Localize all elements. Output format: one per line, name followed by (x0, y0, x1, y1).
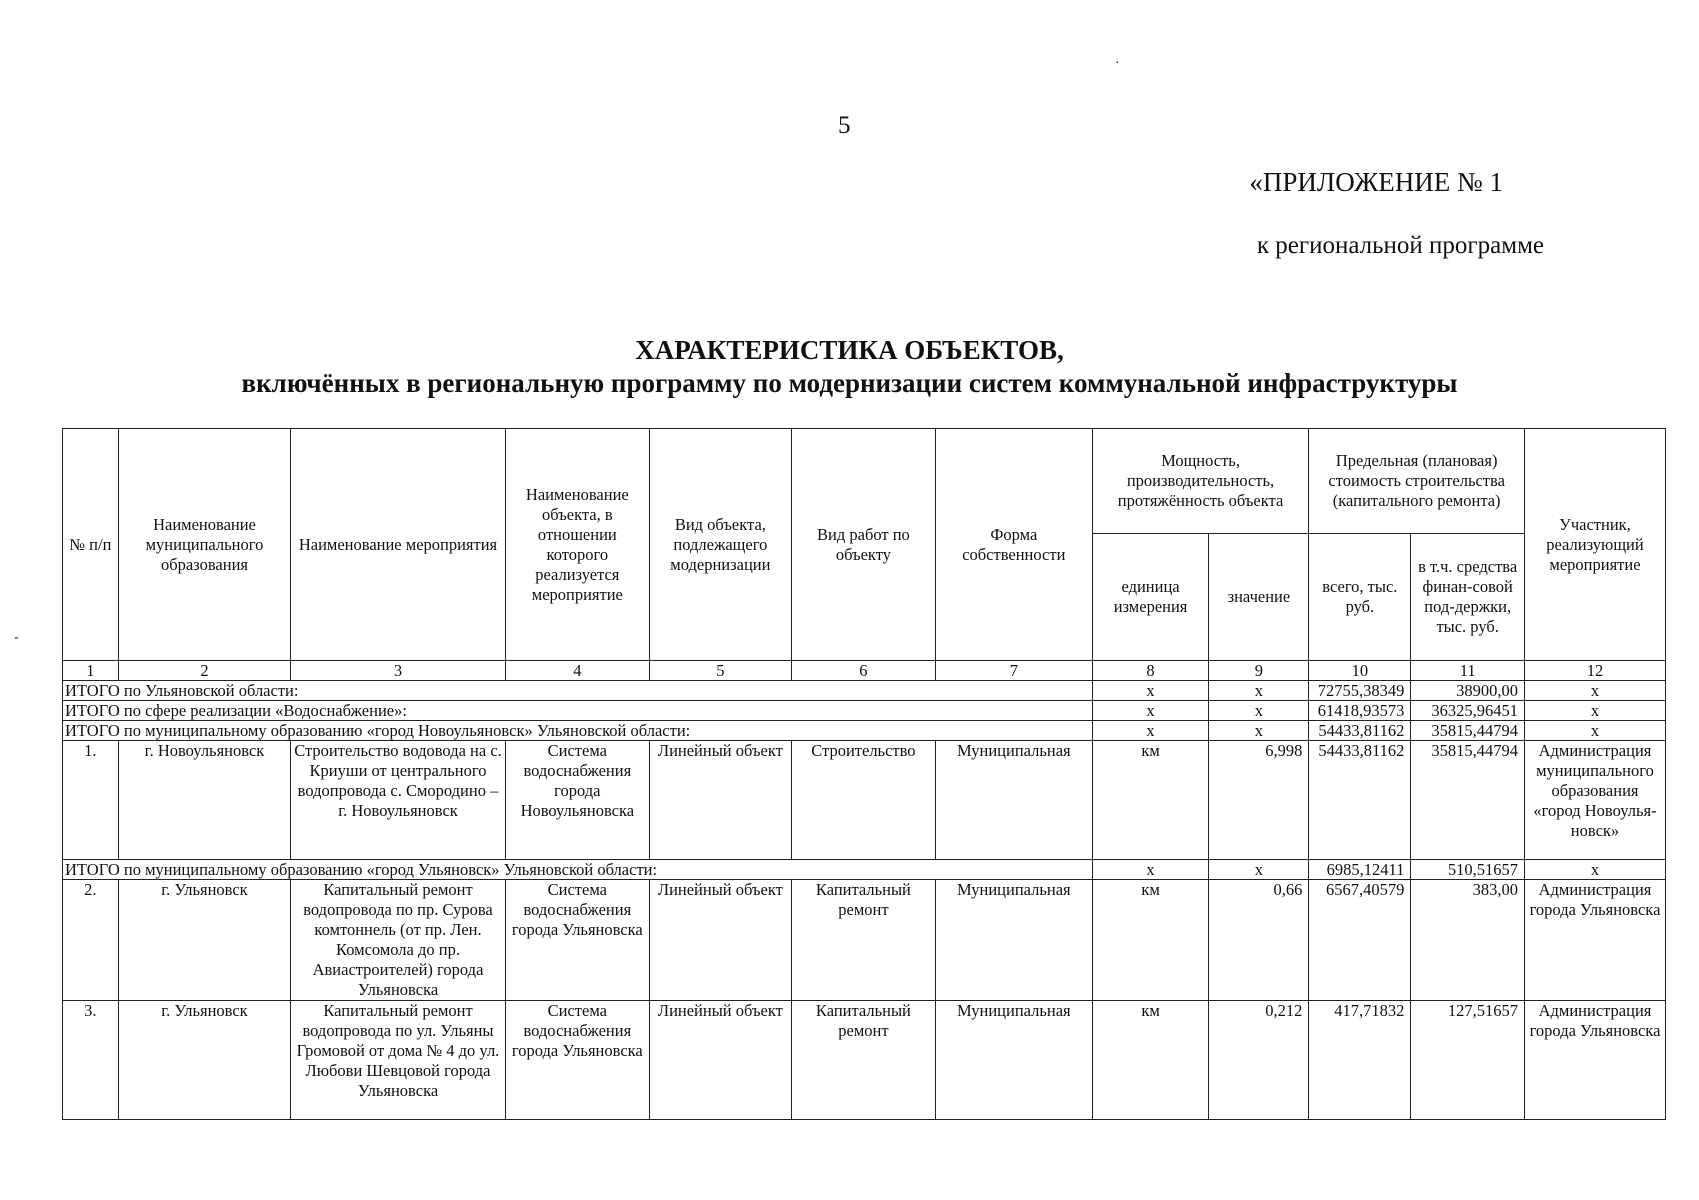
row-participant: Администрация муниципального образования «город Новоулья-новск» (1524, 741, 1665, 860)
total-row-novoulyanovsk (63, 721, 1666, 741)
document-title-line2: включённых в региональную программу по модернизации систем коммунальной инфраструктуры (241, 368, 1458, 398)
total-row-ulyanovsk (63, 860, 1666, 880)
total-unit: х (1092, 860, 1209, 880)
header-capacity-group: Мощность, производительность, протяжённость объекта (1092, 429, 1309, 534)
header-municipality: Наименование муниципального образования (118, 429, 290, 661)
row-total-cost: 6567,40579 (1309, 880, 1411, 1001)
row-object-type: Линейный объект (649, 1001, 791, 1120)
row-value: 0,66 (1209, 880, 1309, 1001)
document-title-line1: ХАРАКТЕРИСТИКА ОБЪЕКТОВ, (635, 335, 1064, 365)
row-support-cost: 127,51657 (1411, 1001, 1525, 1120)
row-municipality: г. Ульяновск (118, 1001, 290, 1120)
total-cost: 54433,81162 (1309, 721, 1411, 741)
total-label: ИТОГО по муниципальному образованию «город Ульяновск» Ульяновской области: (63, 860, 1093, 880)
row-object: Система водоснабжения города Ульяновска (505, 880, 649, 1001)
table-row (63, 741, 1666, 860)
total-row-water-supply (63, 701, 1666, 721)
header-measure: Наименование мероприятия (291, 429, 506, 661)
total-label: ИТОГО по Ульяновской области: (63, 681, 1093, 701)
row-ownership: Муниципальная (935, 880, 1092, 1001)
row-total-cost: 417,71832 (1309, 1001, 1411, 1120)
header-support-cost: в т.ч. средства финан-совой под-держки, тыс. руб. (1411, 534, 1525, 661)
row-ownership: Муниципальная (935, 741, 1092, 860)
row-work-type: Капитальный ремонт (791, 880, 935, 1001)
header-participant: Участник, реализующий мероприятие (1524, 429, 1665, 661)
document-title (0, 334, 1699, 400)
header-num: № п/п (63, 429, 119, 661)
table-row (63, 880, 1666, 1001)
row-unit: км (1092, 1001, 1209, 1120)
row-total-cost: 54433,81162 (1309, 741, 1411, 860)
row-unit: км (1092, 741, 1209, 860)
column-number: 3 (291, 661, 506, 681)
total-value: х (1209, 721, 1309, 741)
column-number-row (63, 661, 1666, 681)
row-object-type: Линейный объект (649, 741, 791, 860)
row-object-type: Линейный объект (649, 880, 791, 1001)
column-number: 5 (649, 661, 791, 681)
total-support: 36325,96451 (1411, 701, 1525, 721)
column-number: 6 (791, 661, 935, 681)
row-measure: Строительство водовода на с. Криуши от центрального водопровода с. Смородино – г. Новоульяновск (291, 741, 506, 860)
column-number: 1 (63, 661, 119, 681)
objects-table (62, 428, 1666, 1120)
row-num: 3. (63, 1001, 119, 1120)
row-participant: Администрация города Ульяновска (1524, 1001, 1665, 1120)
total-cost: 72755,38349 (1309, 681, 1411, 701)
column-number: 4 (505, 661, 649, 681)
total-value: х (1209, 860, 1309, 880)
header-total-cost: всего, тыс. руб. (1309, 534, 1411, 661)
total-label: ИТОГО по сфере реализации «Водоснабжение»: (63, 701, 1093, 721)
total-cost: 61418,93573 (1309, 701, 1411, 721)
total-participant: х (1524, 701, 1665, 721)
row-municipality: г. Ульяновск (118, 880, 290, 1001)
row-participant: Администрация города Ульяновска (1524, 880, 1665, 1001)
total-support: 38900,00 (1411, 681, 1525, 701)
row-value: 6,998 (1209, 741, 1309, 860)
header-value: значение (1209, 534, 1309, 661)
table-row (63, 1001, 1666, 1120)
row-ownership: Муниципальная (935, 1001, 1092, 1120)
row-measure: Капитальный ремонт водопровода по пр. Сурова комтоннель (от пр. Лен. Комсомола до пр. Авиастроителей) города Ульяновска (291, 880, 506, 1001)
total-support: 510,51657 (1411, 860, 1525, 880)
header-ownership: Форма собственности (935, 429, 1092, 661)
header-work-type: Вид работ по объекту (791, 429, 935, 661)
total-participant: х (1524, 681, 1665, 701)
scan-artifact-mark: - (14, 630, 19, 645)
row-support-cost: 35815,44794 (1411, 741, 1525, 860)
appendix-subtitle: к региональной программе (1256, 232, 1544, 259)
total-value: х (1209, 681, 1309, 701)
row-num: 2. (63, 880, 119, 1001)
row-object: Система водоснабжения города Ульяновска (505, 1001, 649, 1120)
column-number: 10 (1309, 661, 1411, 681)
total-unit: х (1092, 681, 1209, 701)
column-number: 12 (1524, 661, 1665, 681)
column-number: 2 (118, 661, 290, 681)
row-num: 1. (63, 741, 119, 860)
total-unit: х (1092, 701, 1209, 721)
appendix-title: «ПРИЛОЖЕНИЕ № 1 (1249, 167, 1503, 197)
total-cost: 6985,12411 (1309, 860, 1411, 880)
header-object-type: Вид объекта, подлежащего модернизации (649, 429, 791, 661)
column-number: 7 (935, 661, 1092, 681)
total-participant: х (1524, 721, 1665, 741)
row-object: Система водоснабжения города Новоульяновска (505, 741, 649, 860)
total-support: 35815,44794 (1411, 721, 1525, 741)
total-value: х (1209, 701, 1309, 721)
header-object: Наименование объекта, в отношении которого реализуется мероприятие (505, 429, 649, 661)
row-unit: км (1092, 880, 1209, 1001)
column-number: 11 (1411, 661, 1525, 681)
row-support-cost: 383,00 (1411, 880, 1525, 1001)
row-work-type: Строительство (791, 741, 935, 860)
total-unit: х (1092, 721, 1209, 741)
scan-artifact-mark: · (1115, 56, 1120, 71)
total-label: ИТОГО по муниципальному образованию «город Новоульяновск» Ульяновской области: (63, 721, 1093, 741)
row-work-type: Капитальный ремонт (791, 1001, 935, 1120)
row-measure: Капитальный ремонт водопровода по ул. Ульяны Громовой от дома № 4 до ул. Любови Шевцовой города Ульяновска (291, 1001, 506, 1120)
column-number: 9 (1209, 661, 1309, 681)
column-number: 8 (1092, 661, 1209, 681)
row-municipality: г. Новоульяновск (118, 741, 290, 860)
page-number: 5 (838, 112, 851, 139)
row-value: 0,212 (1209, 1001, 1309, 1120)
total-participant: х (1524, 860, 1665, 880)
total-row-region (63, 681, 1666, 701)
header-cost-group: Предельная (плановая) стоимость строительства (капитального ремонта) (1309, 429, 1525, 534)
header-unit: единица измерения (1092, 534, 1209, 661)
